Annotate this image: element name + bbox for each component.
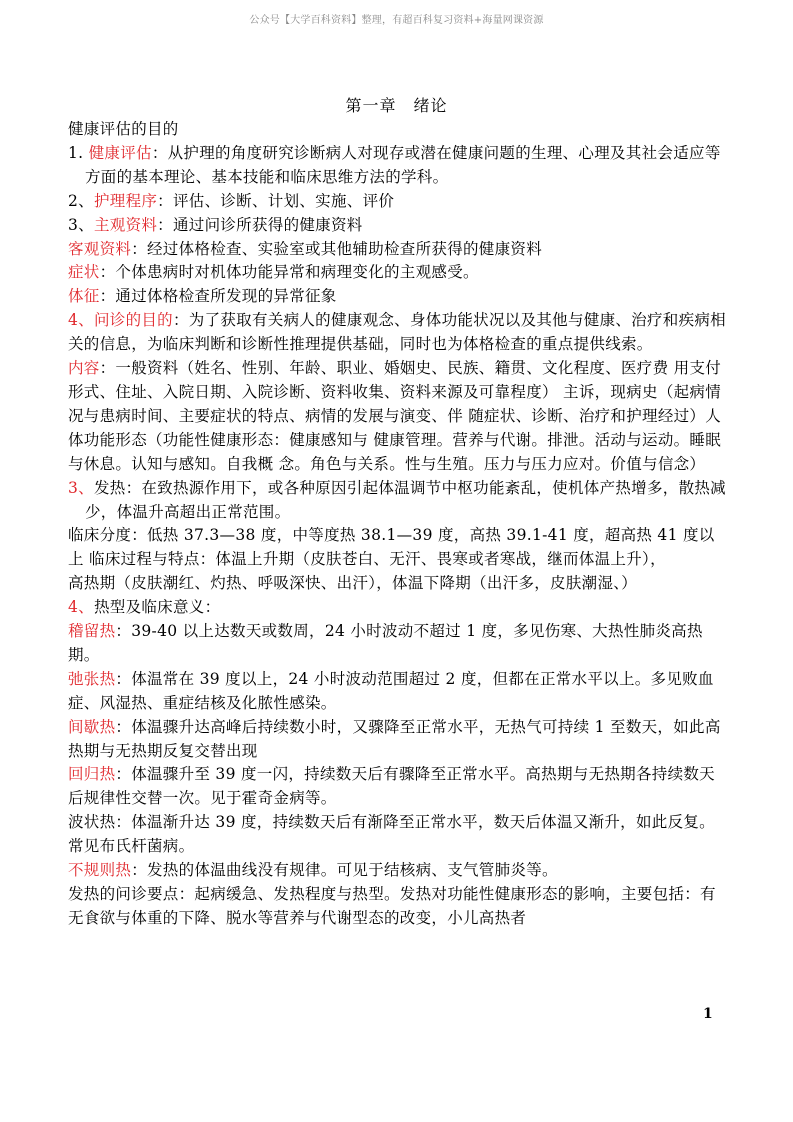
paragraph: 体征：通过体格检查所发现的异常征象 [68,287,337,306]
paragraph: 不规则热：发热的体温曲线没有规律。可见于结核病、支气管肺炎等。 [68,861,558,880]
page-header: 公众号【大学百科资料】整理，有超百科复习资料+海量网课资源 [249,15,544,26]
chapter-title: 第一章 绪论 [345,96,448,115]
paragraph: 高热期（皮肤潮红、灼热、呼吸深快、出汗），体温下降期（出汗多，皮肤潮湿、） [68,574,638,593]
paragraph: 3、发热：在致热源作用下，或各种原因引起体温调节中枢功能紊乱，使机体产热增多，散热减少，体温升高超出正常范围。 [68,478,726,521]
paragraph: 波状热：体温渐升达 39 度，持续数天后有渐降至正常水平，数天后体温又渐升，如此反复。常见布氏杆菌病。 [68,813,715,856]
paragraph: 稽留热：39-40 以上达数天或数周，24 小时波动不超过 1 度，多见伤寒、大热性肺炎高热期。 [68,622,703,664]
paragraph: 症状：个体患病时对机体功能异常和病理变化的主观感受。 [68,263,479,282]
paragraph: 3、主观资料：通过问诊所获得的健康资料 [68,215,363,234]
paragraph: 健康评估的目的 [68,120,179,138]
paragraph: 1. 健康评估：从护理的角度研究诊断病人对现存或潜在健康问题的生理、心理及其社会适应等方面的基本理论、基本技能和临床思维方法的学科。 [68,143,721,186]
paragraph: 2、护理程序：评估、诊断、计划、实施、评价 [68,191,395,210]
paragraph: 临床分度：低热 37.3—38 度，中等度热 38.1—39 度，高热 39.1-41 度，超高热 41 度以上 临床过程与特点：体温上升期（皮肤苍白、无汗、畏寒或者寒战，继而体温上升）， [68,526,715,569]
paragraph: 4、热型及临床意义： [68,598,221,617]
paragraph: 客观资料：经过体格检查、实验室或其他辅助检查所获得的健康资料 [68,239,543,258]
paragraph: 4、问诊的目的：为了获取有关病人的健康观念、身体功能状况以及其他与健康、治疗和疾病相关的信息，为临床判断和诊断性推理提供基础，同时也为体格检查的重点提供线索。 [68,311,726,354]
page-number: 1 [703,1006,713,1022]
paragraph: 间歇热：体温骤升达高峰后持续数小时，又骤降至正常水平，无热气可持续 1 至数天，如此高热期与无热期反复交替出现 [68,717,721,760]
paragraph: 弛张热：体温常在 39 度以上，24 小时波动范围超过 2 度，但都在正常水平以上。多见败血症、风湿热、重症结核及化脓性感染。 [68,669,714,712]
paragraph: 发热的问诊要点：起病缓急、发热程度与热型。发热对功能性健康形态的影响，主要包括：有无食欲与体重的下降、脱水等营养与代谢型态的改变，小儿高热者 [68,885,716,927]
paragraph: 内容：一般资料（姓名、性别、年龄、职业、婚姻史、民族、籍贯、文化程度、医疗费 用支付形式、住址、入院日期、入院诊断、资料收集、资料来源及可靠程度） 主诉，现病史（起病情况与患病时间、主要症状的特点、病情的发展与演变、伴 随症状、诊断、治疗和护理经过）人体功能形态（功能性健康形态：健康感知与 健康管理。营养与代谢。排泄。活动与运动。睡眠与休息。认知与感知。自我概 念。角色与关系。性与生殖。压力与压力应对。价值与信念） [68,359,722,473]
body-text [68,118,728,931]
paragraph: 回归热：体温骤升至 39 度一闪，持续数天后有骤降至正常水平。高热期与无热期各持续数天后规律性交替一次。见于霍奇金病等。 [68,765,715,808]
